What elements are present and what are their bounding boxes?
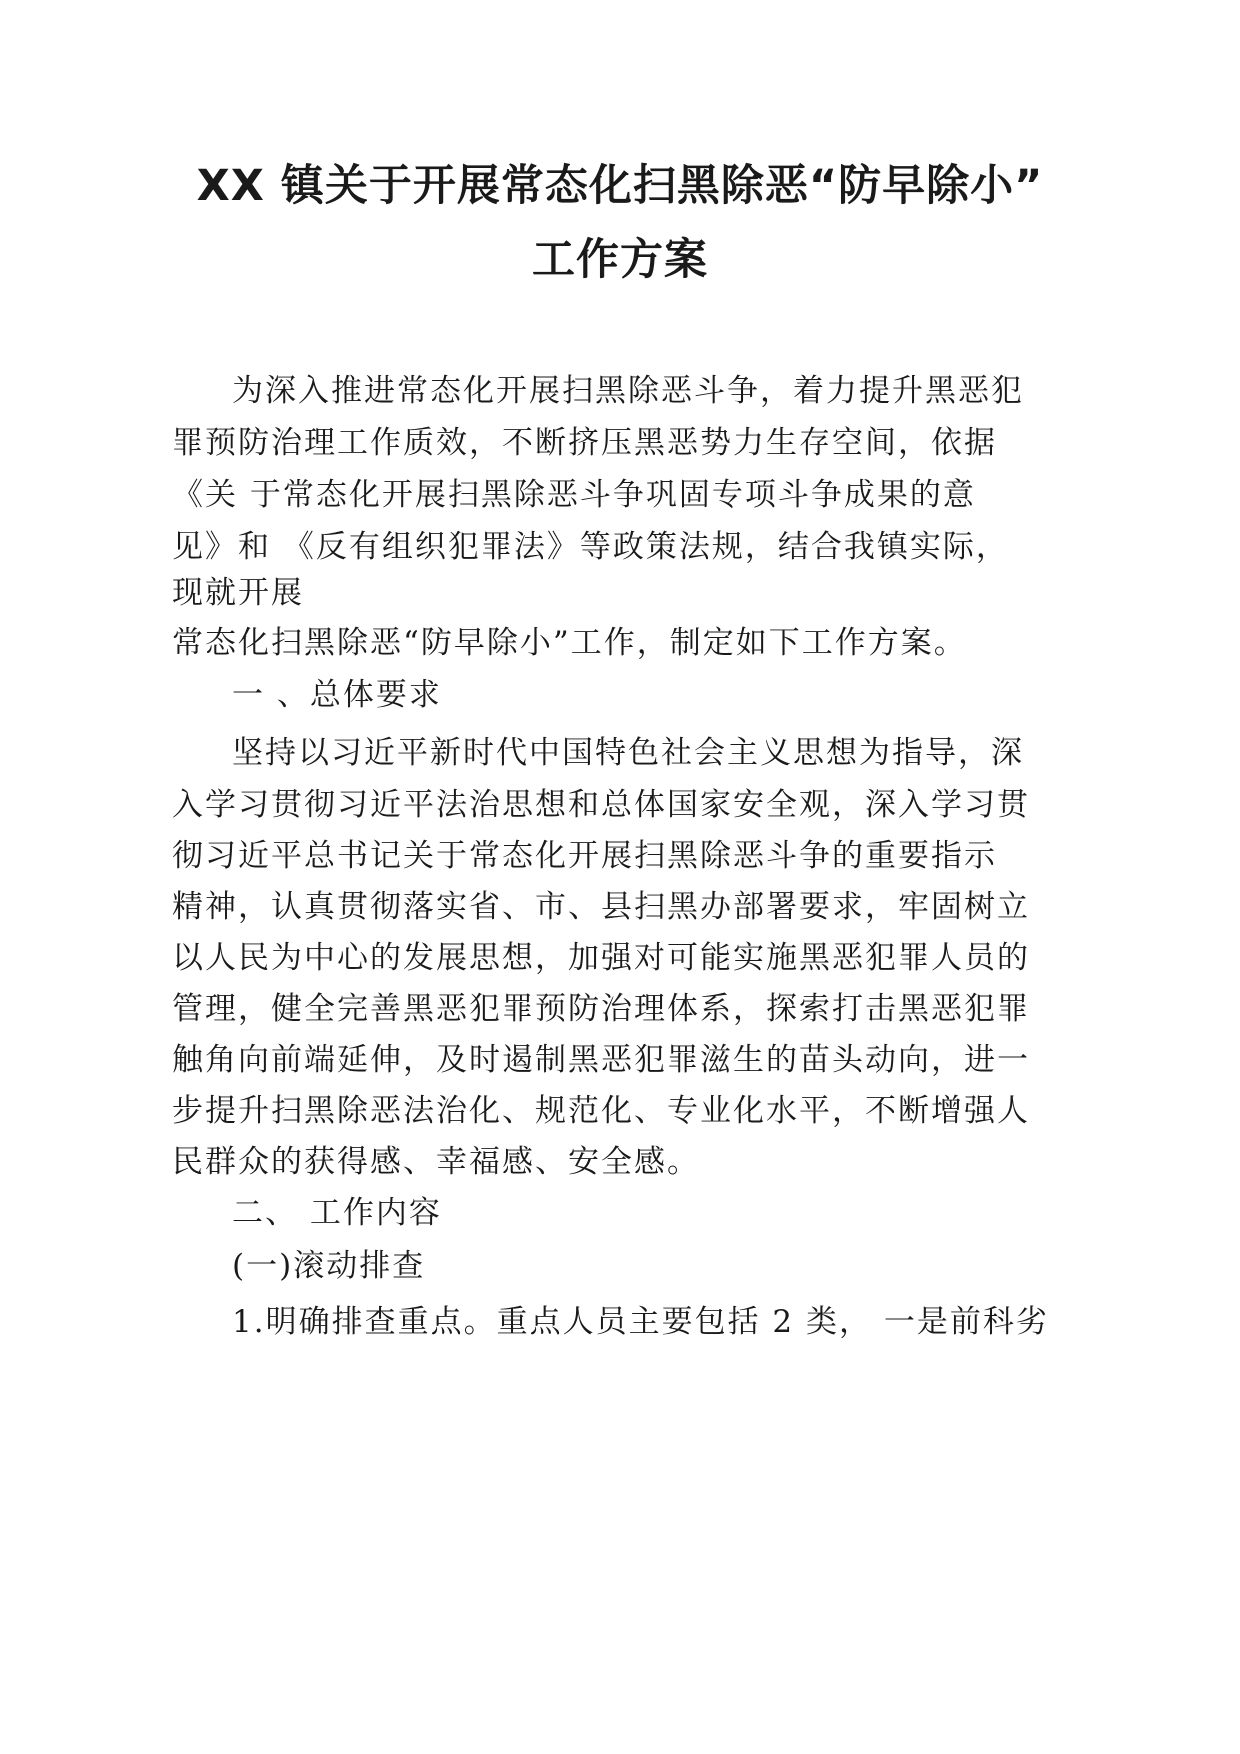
requirements-line-7: 触角向前端延伸，及时遏制黑恶犯罪滋生的苗头动向，进一 <box>172 1042 1030 1078</box>
requirements-line-4: 精神，认真贯彻落实省、市、县扫黑办部署要求，牢固树立 <box>172 889 1030 925</box>
requirements-line-6: 管理，健全完善黑恶犯罪预防治理体系，探索打击黑恶犯罪 <box>172 991 1030 1027</box>
subsection-heading-1: (一)滚动排查 <box>232 1248 426 1284</box>
intro-line-4: 见》和 《反有组织犯罪法》等政策法规，结合我镇实际， <box>172 529 1009 565</box>
intro-line-3: 《关 于常态化开展扫黑除恶斗争巩固专项斗争成果的意 <box>172 477 976 513</box>
requirements-line-5: 以人民为中心的发展思想，加强对可能实施黑恶犯罪人员的 <box>172 940 1030 976</box>
intro-line-2: 罪预防治理工作质效，不断挤压黑恶势力生存空间，依据 <box>172 425 997 461</box>
intro-line-5: 现就开展 <box>172 575 304 611</box>
requirements-line-1: 坚持以习近平新时代中国特色社会主义思想为指导，深 <box>232 735 1024 771</box>
intro-line-6: 常态化扫黑除恶“防早除小”工作，制定如下工作方案。 <box>172 625 967 661</box>
requirements-line-3: 彻习近平总书记关于常态化开展扫黑除恶斗争的重要指示 <box>172 838 997 874</box>
document-title-line-2: 工作方案 <box>532 235 708 285</box>
section-heading-1: 一 、总体要求 <box>232 677 442 713</box>
item-1-line: 1.明确排查重点。重点人员主要包括 2 类， 一是前科劣 <box>232 1304 1049 1340</box>
requirements-line-9: 民群众的获得感、幸福感、安全感。 <box>172 1144 700 1180</box>
intro-line-1: 为深入推进常态化开展扫黑除恶斗争，着力提升黑恶犯 <box>232 373 1024 409</box>
requirements-line-8: 步提升扫黑除恶法治化、规范化、专业化水平，不断增强人 <box>172 1093 1030 1129</box>
document-title-line-1: XX 镇关于开展常态化扫黑除恶“防早除小” <box>196 161 1044 211</box>
section-heading-2: 二、 工作内容 <box>232 1195 442 1231</box>
requirements-line-2: 入学习贯彻习近平法治思想和总体国家安全观，深入学习贯 <box>172 787 1030 823</box>
